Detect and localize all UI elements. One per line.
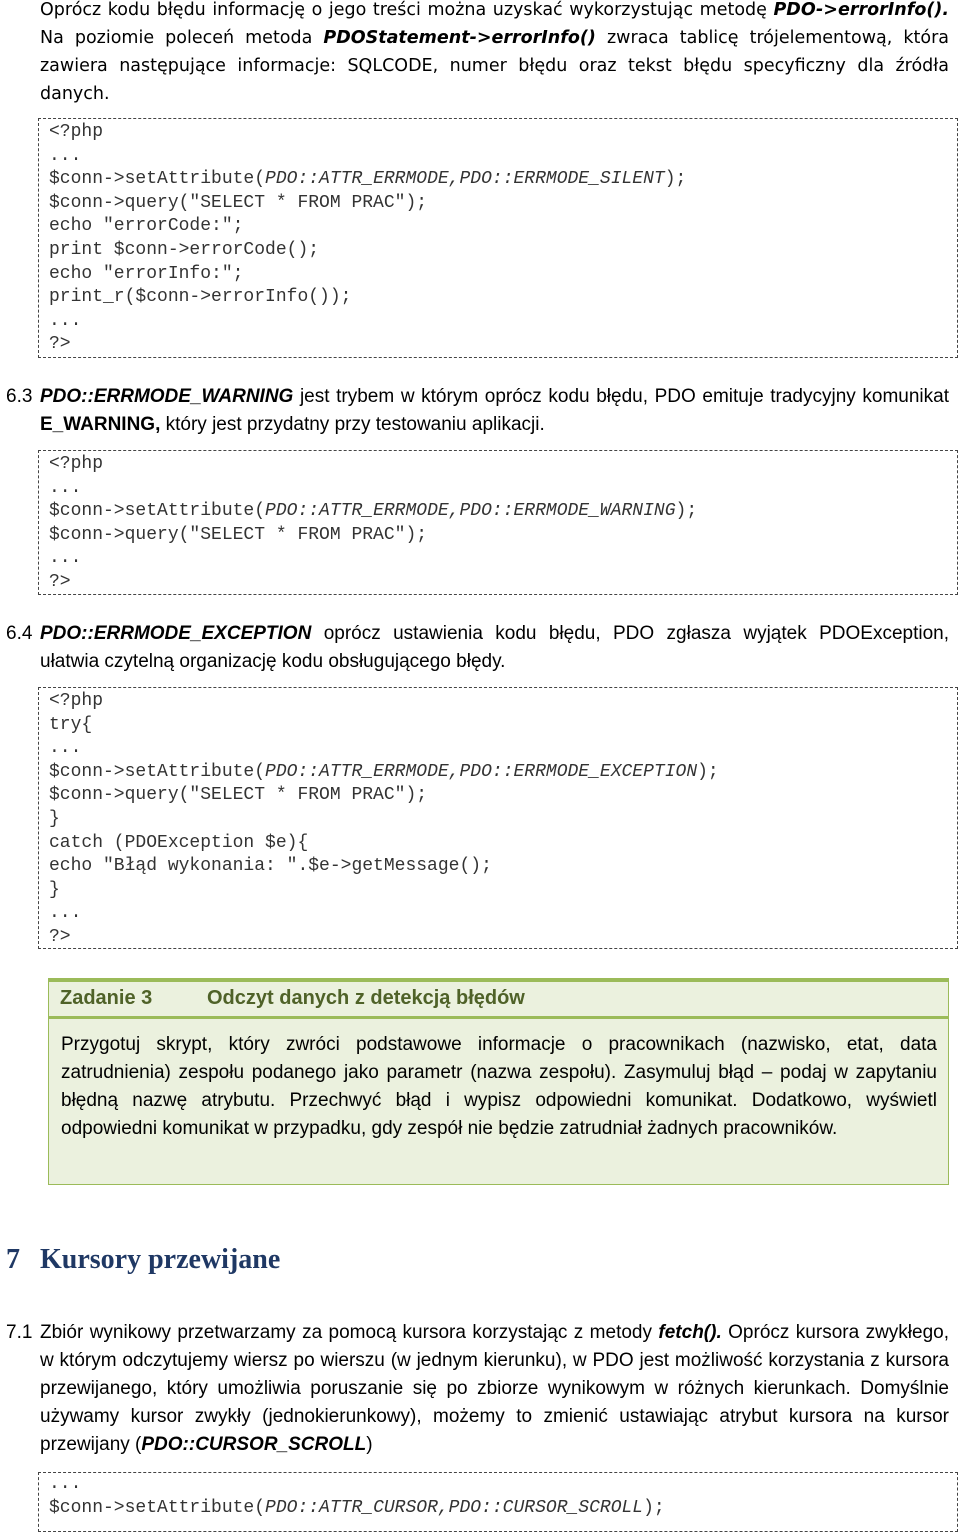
section-number: 6.4 [6,623,33,644]
intro-method-statement-errorinfo: PDOStatement->errorInfo() [323,28,596,48]
code-line: $conn->query("SELECT * FROM PRAC"); [49,524,428,545]
section-text: ) [366,1434,373,1455]
intro-text-3: zwraca tablicę trójelementową, która zawiera następujące informacje: SQLCODE, numer błędu oraz tekst błędu specyficzny dla źródła danych. [40,28,949,104]
code-block-cursor [38,1472,958,1532]
mode-exception: PDO::ERRMODE_EXCEPTION [40,623,312,644]
code-line: ... [49,310,82,331]
section-number: 6.3 [6,386,33,407]
intro-text-2: Na poziomie poleceń metoda [40,28,324,48]
code-line: try{ [49,714,93,735]
section-text: Oprócz kursora zwykłego, w którym odczytujemy wiersz po wierszu (w jednym kierunku), w PDO jest możliwość korzystania z kursora przewijanego, który umożliwia poruszanie się po zbiorze wynikowym w różnych kierunkach. Domyślnie używamy kursor zwykły (jednokierunkowy), możemy to zmienić ustawiając atrybut kursora na kursor przewijany ( [40,1322,949,1455]
section-text: Zbiór wynikowy przetwarzamy za pomocą kursora korzystając z metody [40,1322,659,1343]
task-title: Odczyt danych z detekcją błędów [207,987,525,1009]
code-line: ... [49,738,82,759]
section-text: jest trybem w którym oprócz kodu błędu, PDO emituje tradycyjny komunikat [293,386,949,407]
code-line: } [49,879,60,900]
section-7-title: Kursory przewijane [40,1244,281,1275]
section-text: oprócz ustawienia kodu błędu, PDO zgłasza wyjątek PDOException, ułatwia czytelną organizację kodu obsługującego błędy. [40,623,949,672]
code-line: $conn->setAttribute(PDO::ATTR_ERRMODE,PDO::ERRMODE_SILENT); [49,169,687,190]
section-text: który jest przydatny przy testowaniu aplikacji. [160,414,545,435]
code-line: <?php [49,691,104,711]
code-line: $conn->setAttribute(PDO::ATTR_CURSOR,PDO::CURSOR_SCROLL); [49,1497,665,1518]
code-line: $conn->query("SELECT * FROM PRAC"); [49,192,428,213]
task-box [48,978,949,1185]
code-line: print_r($conn->errorInfo()); [49,287,352,308]
code-line: echo "errorCode:"; [49,216,244,237]
code-line: echo "Błąd wykonania: ".$e->getMessage(); [49,856,492,877]
section-7-number: 7 [6,1244,20,1275]
code-line: ... [49,1474,82,1494]
cursor-scroll: PDO::CURSOR_SCROLL [141,1434,367,1455]
section-6-3-paragraph [6,383,949,439]
code-line: $conn->setAttribute(PDO::ATTR_ERRMODE,PDO::ERRMODE_EXCEPTION); [49,761,719,782]
code-line: echo "errorInfo:"; [49,263,244,284]
task-label: Zadanie 3 [60,987,153,1009]
code-line: ?> [49,334,71,355]
code-line: $conn->setAttribute(PDO::ATTR_ERRMODE,PDO::ERRMODE_WARNING); [49,501,698,522]
e-warning: E_WARNING, [40,414,161,435]
section-number: 7.1 [6,1322,33,1343]
code-line: ?> [49,926,71,947]
code-line: } [49,808,60,829]
intro-text-1: Oprócz kodu błędu informację o jego treści można uzyskać wykorzystując metodę [40,0,774,20]
task-description: Przygotuj skrypt, który zwróci podstawowe informacje o pracownikach (nazwisko, etat, data zatrudnienia) zespołu podanego jako parametr (nazwa zespołu). Zasymuluj błąd – podaj w zapytaniu błędną nazwę atrybutu. Przechwyć błąd i wypisz odpowiedni komunikat. Dodatkowo, wyświetl odpowiedni komunikat w przypadku, gdy zespół nie będzie zatrudniał żadnych pracowników. [61,1034,937,1139]
code-line: ... [49,903,82,924]
method-fetch: fetch(). [658,1322,722,1343]
code-block-warning [38,450,958,595]
code-line: <?php [49,454,104,474]
section-6-4-paragraph [6,620,949,676]
code-line: ... [49,477,82,498]
code-line: ... [49,145,82,166]
code-line: ?> [49,571,71,592]
code-line: print $conn->errorCode(); [49,239,320,260]
code-line: <?php [49,122,104,142]
code-line: $conn->query("SELECT * FROM PRAC"); [49,785,428,806]
section-7-heading [6,1244,281,1276]
task-header [49,979,948,1019]
code-block-silent [38,118,958,358]
intro-method-errorinfo: PDO->errorInfo(). [773,0,949,20]
intro-paragraph [40,0,949,108]
mode-warning: PDO::ERRMODE_WARNING [40,386,294,407]
code-block-exception [38,687,958,949]
code-line: ... [49,548,82,569]
section-7-1-paragraph [6,1319,949,1459]
code-line: catch (PDOException $e){ [49,832,309,853]
